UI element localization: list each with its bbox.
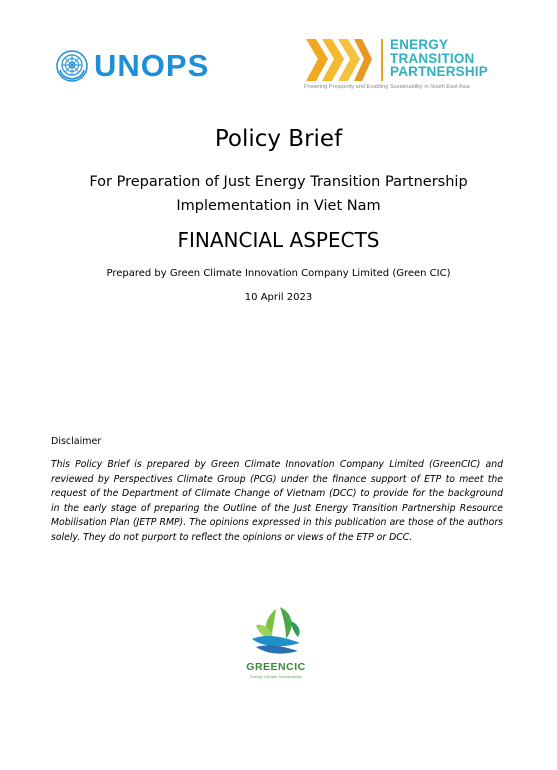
greencic-tagline: Energy Climate Sustainability xyxy=(249,674,303,679)
greencic-leaf-icon xyxy=(246,603,306,659)
page-title: Policy Brief xyxy=(214,126,343,152)
unops-logo xyxy=(56,49,246,83)
disclaimer-text: This Policy Brief is prepared by Green Climate Innovation Company Limited (GreenCIC) and reviewed by Perspectives Climate Group (PCG) under the finance support of ETP to meet the request of the Department of Climate Change of Vietnam (DCC) to provide for the background in the early stage of preparing the Outline of the Just Energy Transition Partnership Resource Mobilisation Plan (JETP RMP). The opinions expressed in this publication are those of the authors solely. They do not purport to reflect the opinions or views of the ETP or DCC. xyxy=(51,459,503,543)
disclaimer-label: Disclaimer xyxy=(51,436,102,447)
greencic-wordmark: GREENCIC xyxy=(246,661,306,673)
un-emblem-icon xyxy=(56,50,88,82)
etp-divider xyxy=(381,39,383,81)
etp-line-transition: TRANSITION xyxy=(390,50,475,66)
etp-bolt-mark-icon xyxy=(302,37,376,83)
greencic-logo xyxy=(240,603,316,683)
etp-wordmark xyxy=(390,38,488,79)
etp-line-energy: ENERGY xyxy=(390,37,449,52)
etp-logo xyxy=(302,37,524,97)
subtitle-line-1: For Preparation of Just Energy Transition Partnership xyxy=(89,174,468,190)
section-heading: FINANCIAL ASPECTS xyxy=(177,228,380,252)
prepared-by: Prepared by Green Climate Innovation Company Limited (Green CIC) xyxy=(106,268,451,279)
etp-line-partnership: PARTNERSHIP xyxy=(390,64,488,79)
unops-wordmark: UNOPS xyxy=(94,48,210,83)
publication-date: 10 April 2023 xyxy=(244,292,313,303)
etp-tagline: Powering Prosperity and Enabling Sustainability in South East Asia xyxy=(304,84,470,90)
page-subtitle xyxy=(0,170,557,218)
subtitle-line-2: Implementation in Viet Nam xyxy=(176,198,381,214)
